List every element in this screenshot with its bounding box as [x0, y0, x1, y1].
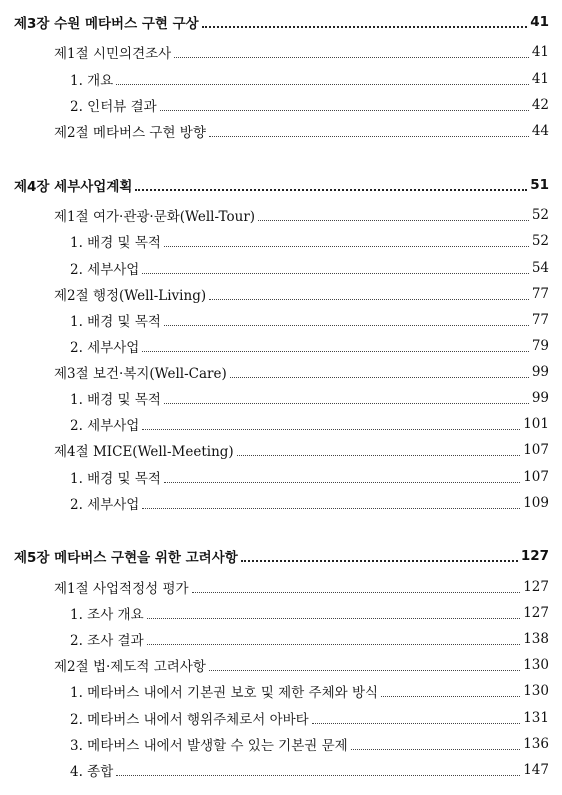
- toc-entry-page: 101: [523, 416, 549, 432]
- dot-leader: [160, 110, 529, 111]
- toc-entry-title: 1. 배경 및 목적: [70, 314, 161, 330]
- toc-chapter-5: [14, 545, 549, 567]
- toc-entry-page: 41: [531, 44, 549, 60]
- toc-entry-page: 79: [531, 338, 549, 354]
- toc-entry-page: 127: [523, 579, 549, 595]
- toc-entry-page: 54: [531, 260, 549, 276]
- toc-entry-title: 제4장 세부사업계획: [14, 179, 133, 195]
- toc-item: [70, 733, 549, 755]
- toc-item: [70, 628, 549, 650]
- toc-entry-title: 2. 세부사업: [70, 418, 140, 434]
- dot-leader: [230, 377, 529, 378]
- toc-entry-title: 2. 세부사업: [70, 340, 140, 356]
- toc-entry-title: 제1절 여가·관광·문화(Well-Tour): [54, 209, 256, 225]
- toc-entry-title: 1. 개요: [70, 73, 114, 89]
- toc-chapter-3: [14, 11, 549, 33]
- toc-item: [70, 492, 549, 514]
- toc-section: [54, 283, 549, 305]
- toc-entry-title: 1. 배경 및 목적: [70, 235, 161, 251]
- toc-entry-title: 2. 메타버스 내에서 행위주체로서 아바타: [70, 712, 309, 728]
- dot-leader: [164, 482, 520, 483]
- toc-section: [54, 439, 549, 461]
- dot-leader: [237, 455, 521, 456]
- dot-leader: [209, 136, 529, 137]
- toc-entry-page: 77: [531, 312, 549, 328]
- toc-item: [70, 257, 549, 279]
- toc-item: [70, 413, 549, 435]
- toc-entry-page: 41: [530, 14, 549, 30]
- dot-leader: [202, 26, 528, 28]
- toc-entry-page: 51: [530, 177, 549, 193]
- toc-entry-page: 107: [523, 442, 549, 458]
- dot-leader: [142, 429, 520, 430]
- toc-entry-title: 제1절 시민의견조사: [54, 46, 172, 62]
- toc-item: [70, 602, 549, 624]
- toc-entry-page: 130: [523, 683, 549, 699]
- dot-leader: [135, 189, 527, 191]
- toc-entry-page: 77: [531, 286, 549, 302]
- dot-leader: [116, 84, 529, 85]
- toc-section: [54, 120, 549, 142]
- toc-entry-title: 2. 세부사업: [70, 262, 140, 278]
- toc-item: [70, 759, 549, 781]
- toc-section: [54, 361, 549, 383]
- toc-entry-page: 130: [523, 657, 549, 673]
- toc-entry-page: 99: [531, 364, 549, 380]
- toc-entry-page: 127: [523, 605, 549, 621]
- toc-entry-page: 138: [523, 631, 549, 647]
- toc-entry-title: 제1절 사업적정성 평가: [54, 581, 189, 597]
- dot-leader: [209, 670, 520, 671]
- dot-leader: [164, 246, 529, 247]
- toc-entry-title: 제2절 행정(Well-Living): [54, 288, 207, 304]
- toc-section: [54, 204, 549, 226]
- toc-item: [70, 335, 549, 357]
- dot-leader: [174, 57, 529, 58]
- toc-entry-page: 127: [520, 548, 549, 564]
- toc-entry-page: 44: [531, 123, 549, 139]
- dot-leader: [192, 592, 521, 593]
- toc-entry-title: 제3절 보건·복지(Well-Care): [54, 366, 227, 382]
- dot-leader: [116, 775, 520, 776]
- dot-leader: [142, 351, 528, 352]
- toc-item: [70, 387, 549, 409]
- toc-item: [70, 94, 549, 116]
- toc-entry-page: 109: [523, 495, 549, 511]
- toc-entry-title: 2. 인터뷰 결과: [70, 99, 157, 115]
- toc-entry-title: 제2절 법·제도적 고려사항: [54, 659, 206, 675]
- toc-entry-title: 제5장 메타버스 구현을 위한 고려사항: [14, 550, 238, 566]
- toc-entry-page: 147: [523, 762, 549, 778]
- toc-entry-page: 136: [523, 736, 549, 752]
- toc-item: [70, 466, 549, 488]
- toc-entry-title: 4. 종합: [70, 764, 114, 780]
- toc-chapter-4: [14, 174, 549, 196]
- toc-entry-title: 1. 배경 및 목적: [70, 471, 161, 487]
- toc-item: [70, 707, 549, 729]
- toc-item: [70, 309, 549, 331]
- toc-entry-page: 42: [531, 97, 549, 113]
- toc-section: [54, 576, 549, 598]
- toc-entry-page: 131: [523, 710, 549, 726]
- dot-leader: [381, 696, 520, 697]
- toc-entry-title: 2. 조사 결과: [70, 633, 144, 649]
- toc-entry-title: 1. 메타버스 내에서 기본권 보호 및 제한 주체와 방식: [70, 685, 379, 701]
- dot-leader: [142, 273, 528, 274]
- dot-leader: [147, 644, 521, 645]
- toc-entry-title: 제2절 메타버스 구현 방향: [54, 125, 206, 141]
- toc-item: [70, 680, 549, 702]
- toc-item: [70, 68, 549, 90]
- dot-leader: [147, 618, 521, 619]
- toc-entry-page: 52: [531, 207, 549, 223]
- toc-entry-title: 제3장 수원 메타버스 구현 구상: [14, 16, 199, 32]
- toc-entry-page: 41: [531, 71, 549, 87]
- toc-section: [54, 654, 549, 676]
- dot-leader: [142, 508, 520, 509]
- toc-entry-title: 3. 메타버스 내에서 발생할 수 있는 기본권 문제: [70, 738, 348, 754]
- toc-item: [70, 230, 549, 252]
- dot-leader: [258, 220, 529, 221]
- toc-section: [54, 41, 549, 63]
- toc-entry-title: 2. 세부사업: [70, 497, 140, 513]
- dot-leader: [164, 325, 529, 326]
- toc-entry-page: 99: [531, 390, 549, 406]
- toc-entry-page: 107: [523, 469, 549, 485]
- dot-leader: [164, 403, 529, 404]
- toc-entry-title: 제4절 MICE(Well-Meeting): [54, 444, 234, 460]
- dot-leader: [312, 723, 521, 724]
- dot-leader: [351, 749, 521, 750]
- toc-entry-title: 1. 배경 및 목적: [70, 392, 161, 408]
- dot-leader: [241, 560, 518, 562]
- dot-leader: [209, 299, 529, 300]
- toc-entry-title: 1. 조사 개요: [70, 607, 144, 623]
- toc-entry-page: 52: [531, 233, 549, 249]
